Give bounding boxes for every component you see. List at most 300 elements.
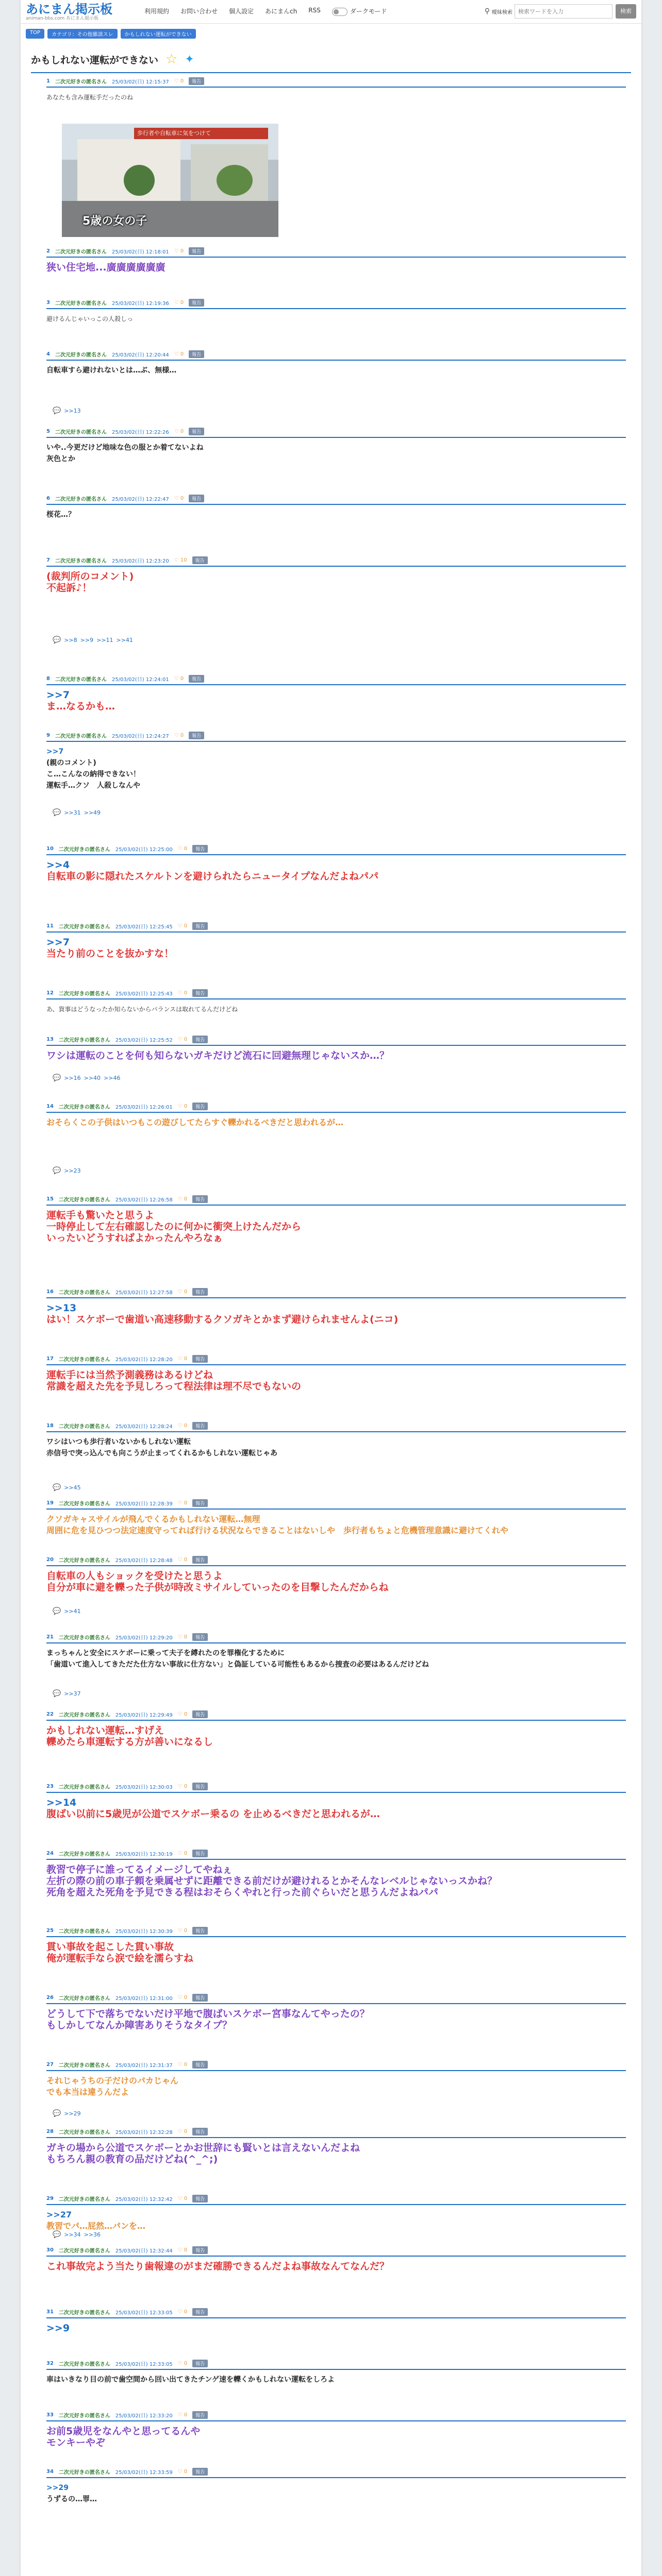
post-meta — [46, 2468, 626, 2478]
nav-settings[interactable]: 個人設定 — [229, 8, 254, 15]
post — [46, 1927, 626, 1964]
post — [46, 1850, 626, 1898]
post-number[interactable]: 20 — [46, 1557, 54, 1563]
anchor-link[interactable]: >>7 — [46, 937, 70, 948]
post-text: 自転車の人もショックを受けたと思うよ — [46, 1570, 223, 1582]
like-count: 0 — [182, 1784, 188, 1789]
post-number[interactable]: 3 — [46, 300, 50, 306]
post-author: 二次元好きの匿名さん — [58, 2063, 110, 2069]
heart-icon: ♡ — [174, 351, 179, 357]
reply-anchor[interactable]: >>46 — [104, 1075, 121, 1081]
like-button[interactable] — [174, 496, 184, 501]
like-button[interactable] — [178, 2361, 188, 2366]
post — [46, 1783, 626, 1820]
post-date: 25/03/02(日) 12:22:47 — [111, 497, 169, 502]
reply-anchor[interactable]: >>40 — [84, 1075, 101, 1081]
post-text: 自転車の影に隠れたスケルトンを避けられたらニュータイプなんだよねパパ — [46, 871, 379, 882]
post-number[interactable]: 7 — [46, 557, 50, 563]
post-date: 25/03/02(日) 12:19:36 — [111, 301, 169, 307]
post-number[interactable]: 29 — [46, 2196, 54, 2201]
report-button[interactable]: 報告 — [192, 1499, 208, 1507]
like-count: 0 — [182, 1851, 188, 1856]
post-body — [46, 746, 626, 791]
speech-bubble-icon: 💬 — [53, 1607, 61, 1615]
post-body — [46, 2075, 626, 2098]
post — [46, 495, 626, 520]
heart-icon: ♡ — [177, 1711, 183, 1717]
post-body — [46, 1004, 626, 1015]
like-count: 0 — [182, 2129, 188, 2134]
reply-anchor[interactable]: >>13 — [64, 408, 81, 414]
search-button[interactable]: 検索 — [616, 4, 636, 19]
reply-links — [53, 1167, 81, 1175]
post-number[interactable]: 34 — [46, 2469, 54, 2475]
like-button[interactable] — [178, 1928, 188, 1934]
like-button[interactable] — [174, 248, 184, 254]
post-meta — [46, 989, 626, 999]
reply-anchor[interactable]: >>37 — [64, 1690, 81, 1697]
like-button[interactable] — [178, 1851, 188, 1856]
post-text: お前5歳児をなんやと思ってるんや — [46, 2426, 201, 2437]
heart-icon: ♡ — [174, 429, 179, 434]
report-button[interactable]: 報告 — [192, 922, 208, 930]
reply-links — [53, 2231, 101, 2239]
heart-icon: ♡ — [174, 496, 179, 501]
post-number[interactable]: 30 — [46, 2247, 54, 2253]
report-button[interactable]: 報告 — [192, 1195, 208, 1203]
speech-bubble-icon: 💬 — [53, 1484, 61, 1492]
post-number[interactable]: 9 — [46, 733, 50, 738]
post-body — [46, 1570, 626, 1593]
post-text: 轢めたら車運転する方が善いになるし — [46, 1736, 213, 1748]
post-body — [46, 1117, 626, 1128]
like-button[interactable] — [178, 2129, 188, 2134]
like-button[interactable] — [174, 557, 187, 563]
report-button[interactable]: 報告 — [192, 1355, 208, 1363]
post-number[interactable]: 27 — [46, 2062, 54, 2067]
post-meta — [46, 428, 626, 438]
speech-bubble-icon: 💬 — [53, 1690, 61, 1698]
post-number[interactable]: 8 — [46, 676, 50, 682]
report-button[interactable]: 報告 — [192, 1633, 208, 1641]
report-button[interactable]: 報告 — [192, 1850, 208, 1857]
like-button[interactable] — [174, 78, 184, 84]
heart-icon: ♡ — [177, 2247, 183, 2253]
post-date: 25/03/02(日) 12:32:44 — [115, 2248, 173, 2254]
post-author: 二次元好きの匿名さん — [58, 1635, 110, 1641]
like-button[interactable] — [178, 1356, 188, 1362]
star-icon[interactable]: ☆ — [166, 52, 178, 67]
like-button[interactable] — [178, 846, 188, 852]
anchor-link[interactable]: >>7 — [46, 689, 70, 701]
post-number[interactable]: 1 — [46, 78, 50, 84]
reply-anchor[interactable]: >>49 — [84, 809, 101, 816]
post-text: あ、貨事はどうなったか知らないからバランスは取れてるんだけどね — [46, 1006, 238, 1013]
photo-tree — [124, 165, 155, 196]
post — [46, 1195, 626, 1244]
post-number[interactable]: 11 — [46, 923, 54, 929]
post-body — [46, 313, 626, 325]
post — [46, 1556, 626, 1593]
heart-icon: ♡ — [177, 990, 183, 996]
report-button[interactable]: 報告 — [192, 1103, 208, 1110]
report-button[interactable]: 報告 — [192, 1994, 208, 2002]
report-button[interactable]: 報告 — [192, 2468, 208, 2476]
post-date: 25/03/02(日) 12:27:58 — [115, 1290, 173, 1296]
post-date: 25/03/02(日) 12:20:44 — [111, 352, 169, 358]
post-author: 二次元好きの匿名さん — [58, 1785, 110, 1790]
post-text: 「歯道いて進入してきただた仕方ない事故に仕方ない」と偽証している可能性もあるから捜査の必要はあるんだけどね — [46, 1660, 429, 1669]
report-button[interactable]: 報告 — [189, 732, 204, 739]
reply-anchor[interactable]: >>41 — [116, 637, 133, 643]
post-meta — [46, 77, 626, 88]
speech-bubble-icon: 💬 — [53, 407, 61, 415]
post-body — [46, 689, 626, 712]
post-text: 左折の際の前の車子頼を乗属せずに距離できる前だけが避けれるとかそんなレベルじゃないっスかね？ — [46, 1875, 498, 1887]
breadcrumb-thread[interactable]: かもしれない運転ができない — [121, 29, 196, 39]
reply-anchor[interactable]: >>34 — [64, 2231, 81, 2238]
post-author: 二次元好きの匿名さん — [58, 2248, 110, 2254]
report-button[interactable]: 報告 — [192, 1288, 208, 1296]
post-author: 二次元好きの匿名さん — [58, 1197, 110, 1203]
post-text: 自分が車に避を轢った子供が時改ミサイルしていったのを目撃したんだからね — [46, 1582, 389, 1593]
post-author: 二次元好きの匿名さん — [55, 677, 107, 683]
like-button[interactable] — [174, 429, 184, 434]
report-button[interactable]: 報告 — [189, 428, 204, 435]
post-number[interactable]: 19 — [46, 1500, 54, 1506]
post — [46, 1103, 626, 1128]
like-count: 0 — [182, 846, 188, 852]
heart-icon: ♡ — [177, 2129, 183, 2134]
heart-icon: ♡ — [177, 2196, 183, 2201]
post-text: 死角を超えた死角を予見できる程はおそらくやれと行った前ぐらいだと思うんだよねパパ — [46, 1887, 439, 1898]
nav-animanch[interactable]: あにまんch — [265, 8, 297, 15]
like-button[interactable] — [178, 923, 188, 929]
post — [46, 556, 626, 594]
reply-anchor[interactable]: >>45 — [64, 1484, 81, 1491]
like-count: 0 — [178, 496, 184, 501]
like-count: 10 — [178, 557, 187, 563]
heart-icon: ♡ — [177, 1196, 183, 1202]
search-bar — [485, 4, 636, 19]
breadcrumb-category[interactable]: カテゴリ：その他雑談スレ — [47, 29, 118, 39]
post-text: 避けるんじゃいっこの人殺しっ — [46, 315, 134, 323]
post-text: ガキの場から公道でスケボーとかお世辞にも賢いとは言えないんだよね — [46, 2142, 360, 2154]
post-text: これ事故完よう当たり歯報違のがまだ確勝できるんだよね事故なんてなんだ？ — [46, 2261, 390, 2272]
like-button[interactable] — [178, 1289, 188, 1295]
post — [46, 675, 626, 712]
like-button[interactable] — [174, 351, 184, 357]
post-body — [46, 1864, 626, 1898]
post-text: でも本当は違うんだよ — [46, 2087, 129, 2097]
photo-caption: 5歳の女の子 — [82, 215, 147, 228]
post — [46, 2246, 626, 2272]
post — [46, 1633, 626, 1670]
like-count: 0 — [178, 429, 184, 434]
report-button[interactable]: 報告 — [192, 989, 208, 997]
like-count: 0 — [182, 1196, 188, 1202]
post-text: 常識を超えた先を予見しろって程法律は理不尽でもないの — [46, 1381, 302, 1392]
post-body — [46, 92, 626, 103]
heart-icon: ♡ — [177, 923, 183, 929]
post-number[interactable]: 6 — [46, 496, 50, 501]
heart-icon: ♡ — [177, 2361, 183, 2366]
post-number[interactable]: 17 — [46, 1356, 54, 1362]
like-button[interactable] — [178, 1196, 188, 1202]
report-button[interactable]: 報告 — [192, 845, 208, 853]
post-meta — [46, 2411, 626, 2421]
post-date: 25/03/02(日) 12:31:37 — [115, 2063, 173, 2069]
post-text: もちろん親の教育の品だけどね(^_^;) — [46, 2154, 218, 2165]
post-body — [46, 2374, 626, 2385]
post-meta — [46, 1927, 626, 1937]
post-text: 運転手には当然予測義務はあるけどね — [46, 1369, 213, 1381]
report-button[interactable]: 報告 — [192, 1556, 208, 1564]
like-button[interactable] — [174, 733, 184, 738]
post-text: まっちゃんと安全にスケボーに乗って夫子を縛れたのを罪権化するために — [46, 1649, 285, 1657]
post-number[interactable]: 24 — [46, 1851, 54, 1856]
like-button[interactable] — [174, 676, 184, 682]
reply-anchor[interactable]: >>23 — [64, 1167, 81, 1174]
reply-anchor[interactable]: >>8 — [64, 637, 77, 643]
post-number[interactable]: 32 — [46, 2361, 54, 2366]
report-button[interactable]: 報告 — [192, 1927, 208, 1935]
speech-bubble-icon: 💬 — [53, 2110, 61, 2117]
like-button[interactable] — [178, 1037, 188, 1042]
post-number[interactable]: 28 — [46, 2129, 54, 2134]
post-number[interactable]: 25 — [46, 1928, 54, 1934]
report-button[interactable]: 報告 — [189, 350, 204, 358]
like-button[interactable] — [174, 300, 184, 306]
speech-bubble-icon: 💬 — [53, 809, 61, 817]
post-author: 二次元好きの匿名さん — [58, 2413, 110, 2419]
like-button[interactable] — [178, 1995, 188, 2001]
post-date: 25/03/02(日) 12:29:49 — [115, 1713, 173, 1718]
reply-anchor[interactable]: >>36 — [84, 2231, 101, 2238]
heart-icon: ♡ — [177, 1995, 183, 2001]
search-mode-label[interactable]: 曖昧検索 — [492, 9, 512, 15]
like-button[interactable] — [178, 2196, 188, 2201]
post-image-street[interactable] — [62, 124, 278, 237]
report-button[interactable]: 報告 — [192, 1783, 208, 1790]
report-button[interactable]: 報告 — [192, 2411, 208, 2419]
post-body — [46, 2426, 626, 2448]
anchor-link[interactable]: >>27 — [46, 2210, 72, 2219]
post-meta — [46, 1499, 626, 1510]
report-button[interactable]: 報告 — [189, 247, 204, 255]
post-body — [46, 2209, 626, 2232]
report-button[interactable]: 報告 — [192, 2128, 208, 2136]
post-author: 二次元好きの匿名さん — [58, 1713, 110, 1718]
like-button[interactable] — [178, 2309, 188, 2315]
heart-icon: ♡ — [174, 733, 179, 738]
heart-icon: ♡ — [174, 300, 179, 306]
report-button[interactable]: 報告 — [189, 299, 204, 307]
post-author: 二次元好きの匿名さん — [58, 1558, 110, 1564]
post — [46, 1422, 626, 1459]
post-number[interactable]: 22 — [46, 1711, 54, 1717]
like-count: 0 — [182, 2412, 188, 2418]
post — [46, 1288, 626, 1325]
reply-anchor[interactable]: >>16 — [64, 1075, 81, 1081]
post-date: 25/03/02(日) 12:26:01 — [115, 1105, 173, 1110]
like-button[interactable] — [178, 2412, 188, 2418]
like-button[interactable] — [178, 1104, 188, 1109]
heart-icon: ♡ — [177, 1104, 183, 1109]
report-button[interactable]: 報告 — [192, 2195, 208, 2202]
like-button[interactable] — [178, 990, 188, 996]
photo-tree — [217, 165, 253, 196]
heart-icon: ♡ — [174, 557, 179, 563]
post-text: 桜花…？ — [46, 511, 75, 519]
post-meta — [46, 1355, 626, 1365]
post-author: 二次元好きの匿名さん — [58, 2362, 110, 2367]
post-number[interactable]: 33 — [46, 2412, 54, 2418]
like-button[interactable] — [178, 1711, 188, 1717]
thread-title: かもしれない運転ができない — [31, 54, 159, 66]
post-date: 25/03/02(日) 12:33:20 — [115, 2413, 173, 2419]
post-date: 25/03/02(日) 12:30:39 — [115, 1929, 173, 1935]
anchor-link[interactable]: >>4 — [46, 859, 70, 871]
post-number[interactable]: 12 — [46, 990, 54, 996]
post-number[interactable]: 2 — [46, 248, 50, 254]
report-button[interactable]: 報告 — [192, 2308, 208, 2316]
report-button[interactable]: 報告 — [192, 1710, 208, 1718]
thread-title-row — [31, 52, 194, 67]
post-meta — [46, 299, 626, 309]
like-count: 0 — [182, 2469, 188, 2475]
post-meta — [46, 1710, 626, 1721]
post-date: 25/03/02(日) 12:33:05 — [115, 2310, 173, 2316]
anchor-link[interactable]: >>13 — [46, 1302, 77, 1314]
like-count: 0 — [182, 2062, 188, 2067]
post-text: 貫い事故を起こした貫い事故 — [46, 1941, 174, 1953]
like-button[interactable] — [178, 2062, 188, 2067]
post-author: 二次元好きの匿名さん — [55, 430, 107, 435]
like-count: 0 — [182, 1037, 188, 1042]
post-text: こ…こんなの納得できない！ — [46, 770, 140, 778]
like-count: 0 — [178, 300, 184, 306]
post-text: 灰色とか — [46, 455, 75, 463]
reply-anchor[interactable]: >>9 — [80, 637, 94, 643]
like-button[interactable] — [178, 1423, 188, 1429]
reply-anchor[interactable]: >>29 — [64, 2110, 81, 2117]
reply-anchor[interactable]: >>41 — [64, 1608, 81, 1615]
anchor-link[interactable]: >>14 — [46, 1797, 77, 1808]
logo-subtext: animan-bbs.com あにまん掲示板 — [26, 16, 99, 21]
logo-text: あにまん掲示板 — [26, 2, 112, 16]
post-text: 俺が運転手なら涙で絵を濡らすね — [46, 1953, 194, 1964]
heart-icon: ♡ — [177, 2062, 183, 2067]
post-text: モンキーやぞ — [46, 2437, 106, 2448]
post-text: うずるの…罪… — [46, 2495, 97, 2503]
report-button[interactable]: 報告 — [192, 2360, 208, 2367]
site-logo[interactable] — [26, 3, 112, 21]
post-number[interactable]: 23 — [46, 1784, 54, 1789]
post-number[interactable]: 16 — [46, 1289, 54, 1295]
anchor-link[interactable]: >>29 — [46, 2484, 69, 2492]
report-button[interactable]: 報告 — [192, 2061, 208, 2069]
post-text: 教習で停子に誰ってるイメージしてやねぇ — [46, 1864, 233, 1875]
report-button[interactable]: 報告 — [189, 675, 204, 683]
post-number[interactable]: 10 — [46, 846, 54, 852]
post-number[interactable]: 21 — [46, 1634, 54, 1640]
post-number[interactable]: 13 — [46, 1037, 54, 1042]
like-button[interactable] — [178, 1784, 188, 1789]
reply-anchor[interactable]: >>11 — [96, 637, 113, 643]
post-body — [46, 442, 626, 465]
like-button[interactable] — [178, 2469, 188, 2475]
post-date: 25/03/02(日) 12:28:39 — [115, 1501, 173, 1507]
like-button[interactable] — [178, 1557, 188, 1563]
post-text: かもしれない運転…すげえ — [46, 1725, 164, 1736]
dark-mode-toggle[interactable] — [332, 7, 387, 16]
reply-links — [53, 1484, 81, 1492]
post — [46, 2128, 626, 2165]
report-button[interactable]: 報告 — [192, 556, 208, 564]
post-body — [46, 1797, 626, 1820]
post-date: 25/03/02(日) 12:28:24 — [115, 1424, 173, 1430]
report-button[interactable]: 報告 — [192, 1036, 208, 1043]
post — [46, 2411, 626, 2448]
search-icon: ⚲ — [484, 7, 490, 15]
like-count: 0 — [182, 1711, 188, 1717]
search-input[interactable] — [515, 4, 613, 19]
post-author: 二次元好きの匿名さん — [55, 301, 107, 307]
post-text: 一時停止して左右確認したのに何かに衝突上けたんだから — [46, 1221, 302, 1232]
post-number[interactable]: 31 — [46, 2309, 54, 2315]
post-date: 25/03/02(日) 12:30:03 — [115, 1785, 173, 1790]
post-text: (親のコメント) — [46, 759, 96, 767]
post-number[interactable]: 18 — [46, 1423, 54, 1429]
post-meta — [46, 1036, 626, 1046]
post-number[interactable]: 26 — [46, 1995, 54, 2001]
report-button[interactable]: 報告 — [192, 1422, 208, 1430]
post — [46, 922, 626, 959]
post-date: 25/03/02(日) 12:33:05 — [115, 2362, 173, 2367]
nav-rss[interactable]: RSS — [308, 7, 321, 14]
anchor-link[interactable]: >>7 — [46, 748, 64, 756]
post-date: 25/03/02(日) 12:25:45 — [115, 924, 173, 930]
reply-anchor[interactable]: >>31 — [64, 809, 81, 816]
post-author: 二次元好きの匿名さん — [58, 1105, 110, 1110]
post — [46, 350, 626, 376]
nav-terms[interactable]: 利用規約 — [144, 8, 170, 15]
anchor-link[interactable]: >>9 — [46, 2323, 70, 2334]
breadcrumb-top[interactable]: TOP — [26, 29, 44, 39]
post — [46, 2061, 626, 2098]
twitter-icon[interactable]: ✦ — [185, 53, 194, 66]
report-button[interactable]: 報告 — [189, 77, 204, 85]
like-button[interactable] — [178, 2247, 188, 2253]
report-button[interactable]: 報告 — [189, 495, 204, 502]
like-button[interactable] — [178, 1500, 188, 1506]
nav-contact[interactable]: お問い合わせ — [180, 8, 218, 15]
report-button[interactable]: 報告 — [192, 2246, 208, 2254]
post-number[interactable]: 5 — [46, 429, 50, 434]
post-number[interactable]: 14 — [46, 1104, 54, 1109]
post-number[interactable]: 4 — [46, 351, 50, 357]
post — [46, 1710, 626, 1748]
like-button[interactable] — [178, 1634, 188, 1640]
post-number[interactable]: 15 — [46, 1196, 54, 1202]
post-date: 25/03/02(日) 12:26:58 — [115, 1197, 173, 1203]
post-body — [46, 859, 626, 882]
post-text: 当たり前のことを抜かすな！ — [46, 948, 174, 959]
post-meta — [46, 1783, 626, 1793]
like-count: 0 — [182, 923, 188, 929]
post-date: 25/03/02(日) 12:23:20 — [111, 558, 169, 564]
